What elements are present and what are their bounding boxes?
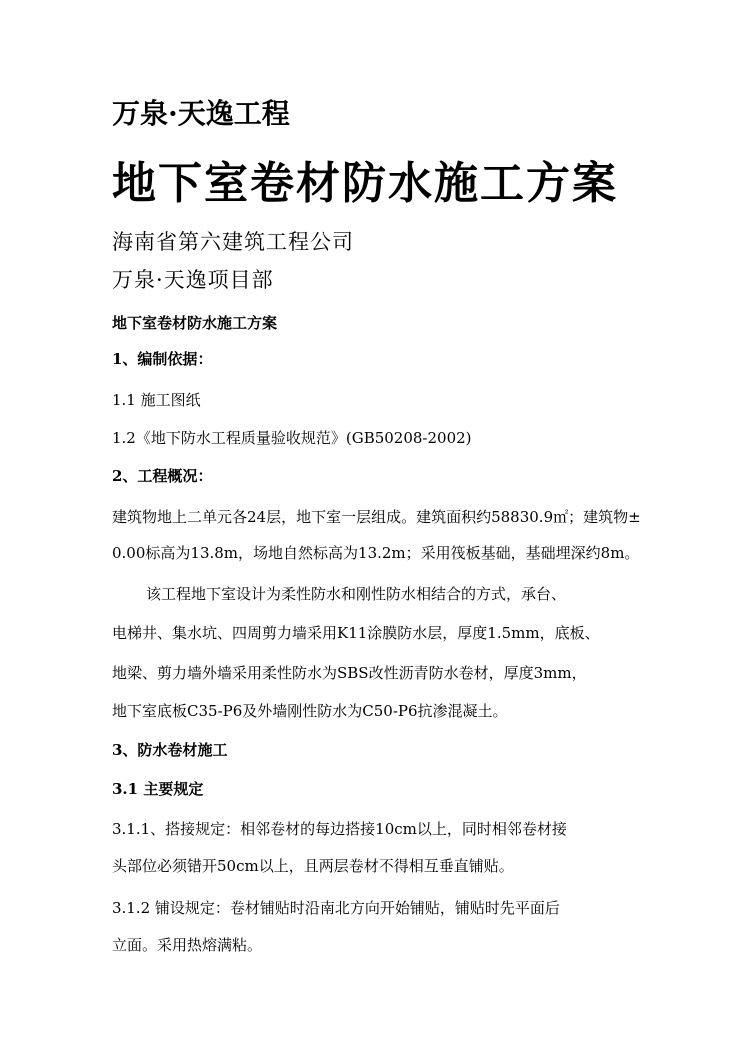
main-title: 地下室卷材防水施工方案 [112,158,618,209]
item-1-1: 1.1 施工图纸 [112,391,201,409]
design-line-4: 地下室底板C35-P6及外墙刚性防水为C50-P6抗渗混凝土。 [112,702,508,720]
design-line-3: 地梁、剪力墙外墙采用柔性防水为SBS改性沥青防水卷材，厚度3mm， [112,664,587,682]
section-2-heading: 2、工程概况： [112,467,213,485]
section-heading-title: 地下室卷材防水施工方案 [112,314,278,332]
section-1-heading: 1、编制依据： [112,350,213,368]
design-line-1: 该工程地下室设计为柔性防水和刚性防水相结合的方式，承台、 [146,585,567,603]
overview-line-2: 0.00标高为13.8m，场地自然标高为13.2m；采用筏板基础，基础埋深约8m。 [112,544,640,562]
item-1-2: 1.2《地下防水工程质量验收规范》(GB50208-2002) [112,429,472,447]
rule-3-1-1-line-1: 3.1.1、搭接规定：相邻卷材的每边搭接10cm以上，同时相邻卷材接 [112,820,567,838]
rule-3-1-1-line-2: 头部位必须错开50cm以上，且两层卷材不得相互垂直铺贴。 [112,857,514,875]
rule-3-1-2-line-2: 立面。采用热熔满粘。 [112,936,263,954]
company-name: 海南省第六建筑工程公司 [112,230,354,254]
project-title: 万泉·天逸工程 [112,97,290,130]
rule-3-1-2-line-1: 3.1.2 铺设规定：卷材铺贴时沿南北方向开始铺贴，铺贴时先平面后 [112,899,560,917]
section-3-1-heading: 3.1 主要规定 [112,780,204,798]
department-name: 万泉·天逸项目部 [112,268,274,292]
section-3-heading: 3、防水卷材施工 [112,741,228,759]
overview-line-1: 建筑物地上二单元各24层，地下室一层组成。建筑面积约58830.9㎡；建筑物± [112,508,641,526]
design-line-2: 电梯井、集水坑、四周剪力墙采用K11涂膜防水层，厚度1.5mm，底板、 [112,624,600,642]
